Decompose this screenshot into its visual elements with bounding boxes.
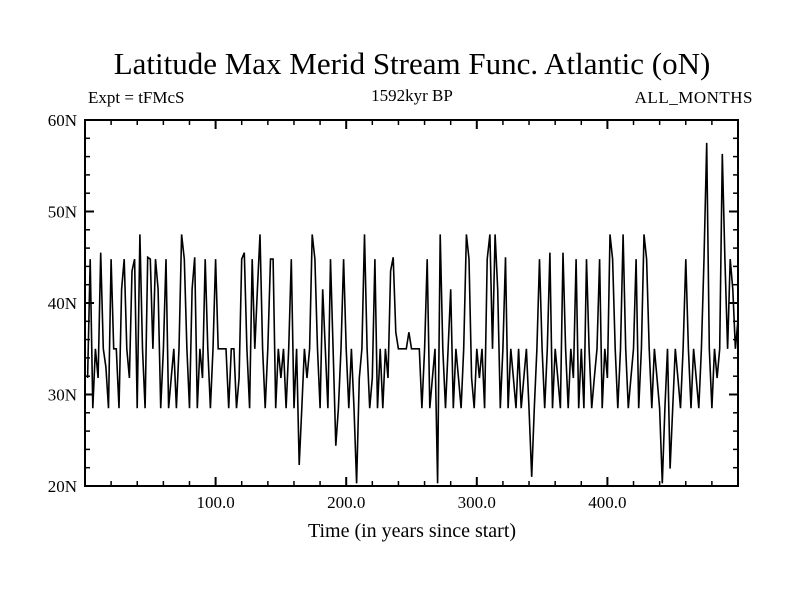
time-bp-label: 1592kyr BP [371,86,453,105]
page-title: Latitude Max Merid Stream Func. Atlantic (oN) [113,46,711,81]
y-tick-label: 60N [47,111,77,130]
experiment-label: Expt = tFMcS [88,88,185,107]
data-line [88,143,738,483]
x-tick-label: 300.0 [457,493,496,512]
months-label: ALL_MONTHS [634,88,753,107]
x-tick-label: 100.0 [196,493,235,512]
x-axis-title: Time (in years since start) [307,520,517,542]
y-tick-label: 40N [47,294,77,313]
y-tick-label: 30N [47,385,77,405]
x-tick-label: 400.0 [588,493,627,512]
plot-frame [85,120,738,486]
y-tick-label: 20N [47,477,77,496]
y-tick-label: 50N [47,202,77,222]
x-tick-label: 200.0 [327,493,366,512]
